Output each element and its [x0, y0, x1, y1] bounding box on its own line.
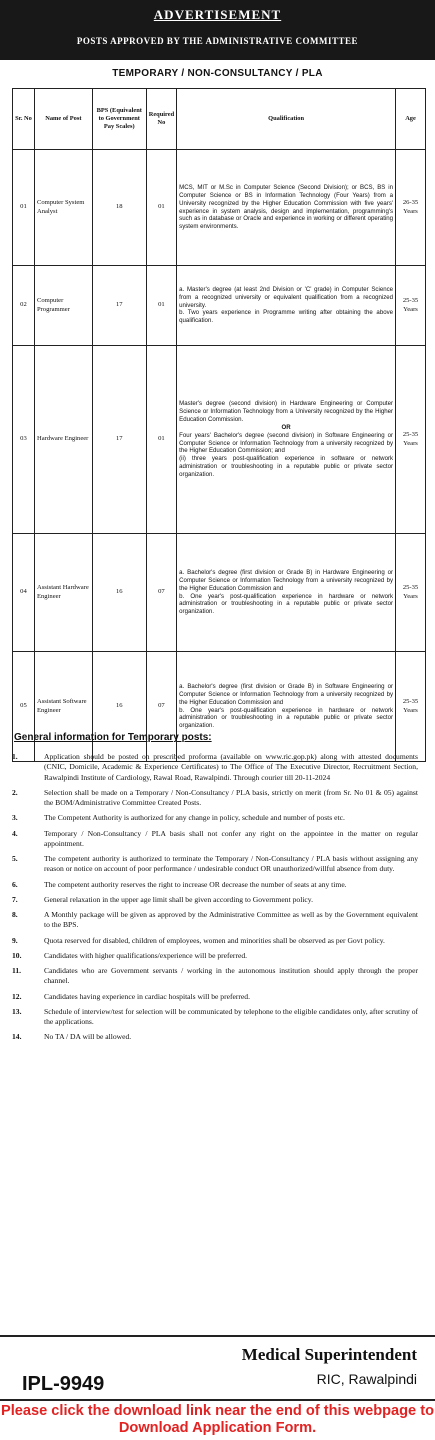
cell-no: 04 [13, 534, 35, 652]
signer-org: RIC, Rawalpindi [316, 1371, 417, 1387]
table-row [13, 150, 426, 266]
qualification-text: Master's degree (second division) in Hardware Engineering or Computer Science or Information Technology from a University recognized by the Higher Education Commission. [179, 399, 394, 423]
item-text: Quota reserved for disabled, children of employees, women and minorities shall be observed as per Govt policy. [44, 935, 385, 945]
qualification-text: a. Bachelor's degree (first division or Grade B) in Software Engineering or Computer Science or Information Technology from a university recognized by the Higher Education Commission and [179, 682, 394, 706]
qualification-text: b. One year's post-qualification experience in hardware or network administration or troubleshooting in a reputable public or private sector organization. [179, 706, 394, 730]
item-text: A Monthly package will be given as approved by the Administrative Committee as well as by the Government equivalent to the BPS. [44, 910, 418, 930]
posts-table [12, 88, 426, 762]
ad-title: ADVERTISEMENT [153, 7, 282, 22]
item-text: General relaxation in the upper age limit shall be given according to Government policy. [44, 894, 313, 904]
signature-block [242, 1345, 417, 1387]
cell-required: 01 [146, 346, 176, 534]
item-number: 4. [12, 828, 18, 838]
list-item [12, 992, 418, 1002]
qualification-text: b. One year's post-qualification experience in hardware or network administration or troubleshooting in a reputable public or private sector organization. [179, 592, 394, 616]
item-text: The competent authority is authorized to terminate the Temporary / Non-Consultancy / PLA basis without assigning any reason or notice on account of poor performance / undesirable conduct OR unauthorized/willful absence from duty. [44, 854, 418, 874]
cell-bps: 17 [92, 346, 146, 534]
list-item [12, 895, 418, 905]
table-title: TEMPORARY / NON-CONSULTANCY / PLA [112, 68, 323, 79]
item-number: 9. [12, 935, 18, 945]
list-item [12, 966, 418, 987]
item-text: Selection shall be made on a Temporary / Non-Consultancy / PLA basis, strictly on merit (from Sr. No 01 & 05) against the BOM/Administrative Committee Created Posts. [44, 787, 418, 807]
item-number: 10. [12, 950, 22, 960]
cell-qualification [177, 150, 396, 266]
cell-qualification [177, 652, 396, 762]
cell-age: 26-35 Years [396, 150, 426, 266]
table-row [13, 534, 426, 652]
cell-age: 25-35 Years [396, 652, 426, 762]
cell-required: 01 [146, 266, 176, 346]
cell-post-name: Assistant Hardware Engineer [34, 534, 92, 652]
qualification-text: MCS, MIT or M.Sc in Computer Science (Second Division); or BCS, BS in Computer Science or BS in Information Technology (Four Years) from a University recognized by the Higher Education Commission with five years' experience in system analysis, design and implementation, programming's such as in database or Oracle and experience in working or different operating system environments. [179, 183, 394, 231]
item-number: 1. [12, 752, 18, 761]
item-number: 12. [12, 991, 22, 1001]
list-item [12, 951, 418, 961]
list-item [12, 854, 418, 875]
cell-bps: 18 [92, 150, 146, 266]
table-row [13, 346, 426, 534]
qualification-text: b. Two years experience in Programme writing after obtaining the above qualification. [179, 309, 394, 325]
list-item [12, 1007, 418, 1028]
list-item [12, 1032, 418, 1042]
list-item [12, 880, 418, 890]
item-text: Candidates with higher qualifications/experience will be preferred. [44, 950, 248, 960]
list-item [12, 936, 418, 946]
list-item [12, 813, 418, 823]
cell-bps: 16 [92, 652, 146, 762]
item-text: Candidates having experience in cardiac hospitals will be preferred. [44, 991, 251, 1001]
general-info-list [12, 752, 418, 1048]
item-number: 7. [12, 894, 18, 904]
qualification-text: (ii) three years post-qualification experience in software or network administration or troubleshooting in a reputable public or private sector organization. [179, 455, 394, 479]
general-info-title: General information for Temporary posts: [14, 732, 212, 743]
cell-age: 25-35 Years [396, 534, 426, 652]
col-header-no: Sr. No [13, 89, 35, 150]
cell-bps: 17 [92, 266, 146, 346]
item-number: 6. [12, 879, 18, 889]
cell-no: 02 [13, 266, 35, 346]
table-header-row [13, 89, 426, 150]
cell-required: 07 [146, 534, 176, 652]
cell-bps: 16 [92, 534, 146, 652]
cell-post-name: Computer Programmer [34, 266, 92, 346]
item-number: 5. [12, 854, 18, 863]
item-number: 14. [12, 1032, 22, 1042]
download-notice: Please click the download link near the end of this webpage to Download Application Form. [0, 1403, 435, 1436]
cell-post-name: Computer System Analyst [34, 150, 92, 266]
qualification-text: a. Master's degree (at least 2nd Division or 'C' grade) in Computer Science from a recognized university or equivalent qualification from a recognized university. [179, 285, 394, 309]
cell-no: 03 [13, 346, 35, 534]
item-number: 3. [12, 813, 18, 823]
col-header-age: Age [396, 89, 426, 150]
footer-bottom-rule [0, 1399, 435, 1401]
cell-post-name: Assistant Software Engineer [34, 652, 92, 762]
signer-title: Medical Superintendent [241, 1345, 417, 1364]
ad-subtitle: POSTS APPROVED BY THE ADMINISTRATIVE COMMITTEE [76, 36, 359, 46]
qualification-or: OR [281, 423, 291, 431]
col-header-qualification: Qualification [177, 89, 396, 150]
item-text: The competent authority reserves the right to increase OR decrease the number of seats at any time. [44, 879, 347, 889]
list-item [12, 752, 418, 783]
item-number: 2. [12, 787, 18, 797]
cell-age: 25-35 Years [396, 266, 426, 346]
item-text: The Competent Authority is authorized for any change in policy, schedule and number of posts etc. [44, 813, 345, 823]
cell-qualification [177, 266, 396, 346]
cell-qualification [177, 346, 396, 534]
item-text: Schedule of interview/test for selection will be communicated by telephone to the eligible candidates only, after scrutiny of the applications. [44, 1006, 419, 1026]
item-number: 11. [12, 966, 22, 975]
table-row [13, 266, 426, 346]
item-text: Application should be posted on prescribed proforma (available on www.ric.gop.pk) along with attested documents (CNIC, Domicile, Academic & Experience Certificates) to The Office of The Executive Director, Recruitment Section, Rawalpindi Institute of Cardiology, Rawal Road, Rawalpindi. Through courier till 20-11-2024 [44, 752, 418, 782]
col-header-name: Name of Post [34, 89, 92, 150]
qualification-text: Four years' Bachelor's degree (second division) in Software Engineering or Computer Science or Information Technology from a university recognized by the Higher Education Commission; and [179, 431, 394, 455]
cell-qualification [177, 534, 396, 652]
cell-age: 25-35 Years [396, 346, 426, 534]
ad-code: IPL-9949 [22, 1373, 105, 1395]
item-number: 8. [12, 910, 18, 919]
col-header-required: Required No [146, 89, 176, 150]
cell-no: 05 [13, 652, 35, 762]
table-row [13, 652, 426, 762]
item-text: Temporary / Non-Consultancy / PLA basis shall not confer any right on the appointee in the matter on regular appointment. [44, 828, 418, 848]
cell-no: 01 [13, 150, 35, 266]
item-number: 13. [12, 1006, 22, 1016]
footer-top-rule [0, 1335, 435, 1337]
qualification-text: a. Bachelor's degree (first division or Grade B) in Hardware Engineering or Computer Science or Information Technology from a university recognized by the Higher Education Commission and [179, 568, 394, 592]
header-band [0, 0, 435, 60]
cell-required: 07 [146, 652, 176, 762]
cell-post-name: Hardware Engineer [34, 346, 92, 534]
item-text: No TA / DA will be allowed. [44, 1032, 132, 1042]
list-item [12, 910, 418, 931]
list-item [12, 788, 418, 809]
item-text: Candidates who are Government servants / working in the autonomous institution should apply through the proper channel. [44, 966, 418, 986]
list-item [12, 829, 418, 850]
cell-required: 01 [146, 150, 176, 266]
col-header-bps: BPS (Equivalent to Government Pay Scales) [92, 89, 146, 150]
